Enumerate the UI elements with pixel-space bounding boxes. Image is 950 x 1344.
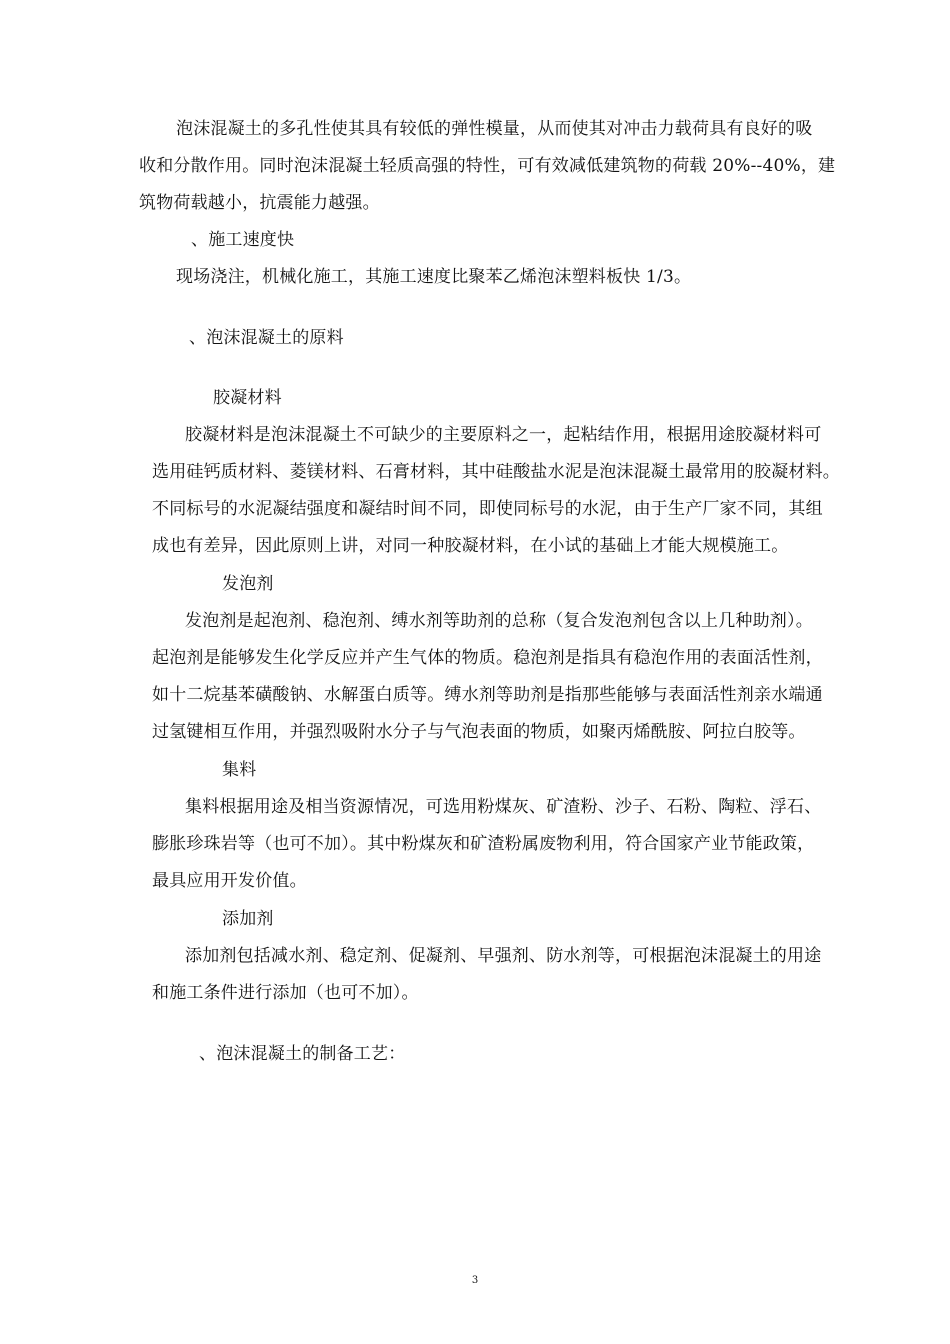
subheading-foaming-agent: 发泡剂: [222, 574, 274, 594]
page-number: 3: [471, 1275, 479, 1286]
paragraph-6-line-1: 添加剂包括减水剂、稳定剂、促凝剂、早强剂、防水剂等，可根据泡沫混凝土的用途: [185, 946, 822, 966]
paragraph-3-line-4: 成也有差异，因此原则上讲，对同一种胶凝材料，在小试的基础上才能大规模施工。: [152, 536, 789, 556]
paragraph-4-line-1: 发泡剂是起泡剂、稳泡剂、缚水剂等助剂的总称（复合发泡剂包含以上几种助剂）。: [185, 611, 813, 631]
paragraph-6-line-2: 和施工条件进行添加（也可不加）。: [152, 983, 419, 1003]
subheading-additive: 添加剂: [222, 909, 274, 929]
paragraph-1-line-1: 泡沫混凝土的多孔性使其具有较低的弹性模量，从而使其对冲击力载荷具有良好的吸: [176, 119, 813, 139]
paragraph-1-line-2: 收和分散作用。同时泡沫混凝土轻质高强的特性，可有效减低建筑物的荷载 20%--40%，建: [139, 156, 836, 176]
paragraph-3-line-3: 不同标号的水泥凝结强度和凝结时间不同，即使同标号的水泥，由于生产厂家不同，其组: [152, 499, 823, 519]
section-heading-preparation-process: 、泡沫混凝土的制备工艺：: [199, 1044, 406, 1064]
subheading-cementitious-material: 胶凝材料: [213, 388, 282, 408]
paragraph-4-line-4: 过氢键相互作用，并强烈吸附水分子与气泡表面的物质，如聚丙烯酰胺、阿拉白胶等。: [152, 722, 806, 742]
paragraph-4-line-3: 如十二烷基苯磺酸钠、水解蛋白质等。缚水剂等助剂是指那些能够与表面活性剂亲水端通: [152, 685, 823, 705]
paragraph-2-line-1: 现场浇注，机械化施工，其施工速度比聚苯乙烯泡沫塑料板快 1/3。: [176, 267, 692, 287]
paragraph-3-line-2: 选用硅钙质材料、菱镁材料、石膏材料，其中硅酸盐水泥是泡沫混凝土最常用的胶凝材料。: [152, 462, 840, 482]
paragraph-5-line-2: 膨胀珍珠岩等（也可不加）。其中粉煤灰和矿渣粉属废物利用，符合国家产业节能政策，: [152, 834, 815, 854]
paragraph-5-line-3: 最具应用开发价值。: [152, 871, 307, 891]
paragraph-1-line-3: 筑物荷载越小，抗震能力越强。: [139, 193, 380, 213]
section-heading-raw-materials: 、泡沫混凝土的原料: [189, 328, 344, 348]
paragraph-3-line-1: 胶凝材料是泡沫混凝土不可缺少的主要原料之一，起粘结作用，根据用途胶凝材料可: [185, 425, 822, 445]
subheading-construction-speed: 、施工速度快: [191, 230, 295, 250]
subheading-aggregate: 集料: [222, 760, 257, 780]
paragraph-4-line-2: 起泡剂是能够发生化学反应并产生气体的物质。稳泡剂是指具有稳泡作用的表面活性剂，: [152, 648, 823, 668]
paragraph-5-line-1: 集料根据用途及相当资源情况，可选用粉煤灰、矿渣粉、沙子、石粉、陶粒、浮石、: [185, 797, 822, 817]
